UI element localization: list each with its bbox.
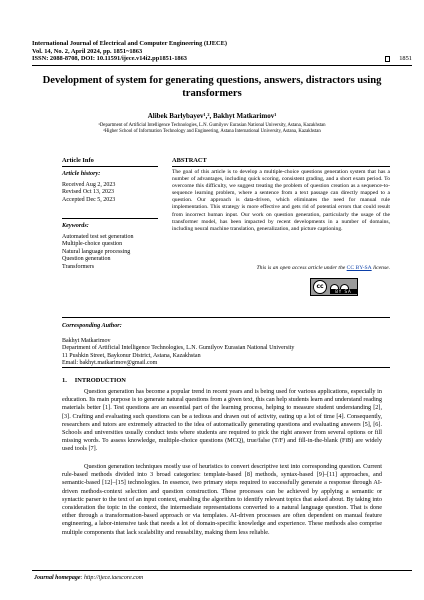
- header-rule: [32, 65, 412, 66]
- keyword-item: Automated test set generation: [62, 233, 134, 240]
- keyword-item: Question generation: [62, 256, 111, 263]
- article-history: [62, 170, 158, 204]
- abstract-text: The goal of this article is to develop a multiple-choice questions generation system that has a number of advantages, including quick scoring, consistent grading, and a short exam period. To overcome this difficulty, we suggest treating the problem of question creation as a sequence-to-sequence learning problem, where a sentence from a text passage can directly mapped to a question. Our approach is data-driven, which eliminates the need for manual rule implementation. This strategy is more effective and gets rid of potential errors that could result from incorrect human input. Our work on question generation, particularly the usage of the transformer model, has been impacted by recent developments in a number of domains, including neural machine translation, generalization, and picture captioning.: [172, 169, 390, 232]
- journal-header: [32, 40, 412, 63]
- keyword-item: Natural language processing: [62, 248, 131, 255]
- open-access-suffix: license.: [371, 265, 390, 271]
- footer-url[interactable]: : http://ijece.iaescore.com: [80, 575, 144, 581]
- keywords: [62, 222, 158, 272]
- page-icon: [385, 56, 390, 62]
- cc-logo-icon: cc: [313, 280, 327, 294]
- introduction-heading: 1. INTRODUCTION: [62, 377, 126, 384]
- history-rule: [62, 218, 158, 219]
- journal-name: International Journal of Electrical and Computer Engineering (IJECE): [32, 40, 227, 47]
- footer-rule: [32, 570, 412, 571]
- intro-paragraph-1: Question generation has become a popular trend in recent years and is being used for various applications, especially in education. Its main purpose is to generate natural questions from a given text, this can help students learn and understand reading materials better [1]. Test questions are an essential part of the learning process, helping to measure student understanding [2], [3]. Crafting and evaluating such questions can be a tedious and drawn out of activity, eating up a lot of time [4]. Consequently, researchers and tutors are extremely attracted to the idea of automatically generating questions and evaluating answers [5], [6]. Schools and universities usually conduct tests where students are required to pick the right answer from several options or fill missing words. To assess knowledge, multiple-choice questions (MCQ), true/false (T/F) and fill-in-the-blank (FiB) are widely used tools [7].: [62, 388, 382, 453]
- corr-name: Bakhyt Matkarimov: [62, 338, 111, 344]
- authors: Alibek Barlybayev¹,², Bakhyt Matkarimov¹: [147, 112, 277, 120]
- corr-address: 11 Pushkin Street, Baykonur District, Astana, Kazakhstan: [62, 352, 201, 359]
- paper-title: Development of system for generating questions, answers, distractors using transformers: [42, 75, 382, 99]
- history-received: Received Aug 2, 2023: [62, 181, 116, 188]
- keyword-item: Transformers: [62, 263, 95, 270]
- history-revised: Revised Oct 13, 2023: [62, 189, 114, 196]
- history-accepted: Accepted Dec 5, 2023: [62, 196, 116, 203]
- abstract-heading: ABSTRACT: [172, 157, 207, 164]
- journal-footer: [34, 575, 143, 581]
- corr-email: Email: bakhyt.matkarimov@gmail.com: [62, 360, 158, 367]
- article-info-rule: [62, 166, 158, 167]
- history-heading: Article history:: [62, 170, 101, 177]
- open-access-prefix: This is an open access article under the: [256, 265, 347, 271]
- keywords-heading: Keywords:: [62, 222, 89, 229]
- cc-badge-text: BY SA: [330, 289, 357, 294]
- article-info-heading: Article Info: [62, 157, 94, 164]
- corresponding-heading: Corresponding Author:: [62, 322, 122, 329]
- open-access-line: [172, 265, 390, 271]
- affiliations: [40, 123, 384, 135]
- corresponding-rule: [62, 367, 390, 368]
- corr-department: Department of Artificial Intelligence Technologies, L.N. Gumilyov Eurasian National University: [62, 345, 295, 352]
- footer-label: Journal homepage: [34, 575, 81, 581]
- intro-paragraph-2: Question generation techniques mostly use of heuristics to convert descriptive text into corresponding question. Current rule-based methods divided into 3 broad categories: template-based [8] methods, syntax-based [9]–[11] approaches, and semantic-based [12]–[15] technologies. In essence, two primary steps required to successfully generate a response through AI-driven methods-context selection and question construction. These processes can be achieved by applying a semantic or syntactic parser to the text of an input context, enabling the algorithm to identify relevant topics that asked about. By taking into consideration the topic in the context, the intermediate representations converted to a natural language question. That is done either through a transformation-based approach or via templates. AI-driven processes are often dependent on manual feature engineering, a labor-intensive task that needs a lot of domain-specific knowledge and experience. These methods also comprise multiple components that lack scalability and reusability, making them less reliable.: [62, 463, 382, 536]
- abstract-bottom-rule: [62, 317, 390, 318]
- journal-volume: Vol. 14, No. 2, April 2024, pp. 1851~1863: [32, 47, 143, 55]
- keyword-item: Multiple-choice question: [62, 241, 123, 248]
- by-sa-icons: [330, 280, 357, 289]
- journal-issn: ISSN: 2088-8708, DOI: 10.11591/ijece.v14i2.pp1851-1863: [32, 55, 187, 63]
- license-link[interactable]: CC BY-SA: [346, 265, 372, 271]
- page-number: 1851: [399, 55, 412, 62]
- abstract-rule: [172, 166, 390, 167]
- affiliation-2: ²Higher School of Information Technology and Engineering, Astana International University, Astana, Kazakhstan: [103, 129, 321, 135]
- corresponding-author: [62, 338, 382, 368]
- cc-license-badge[interactable]: [310, 278, 358, 296]
- affiliation-1: ¹Department of Artificial Intelligence Technologies, L.N. Gumilyov Eurasian National University, Astana, Kazakhstan: [98, 123, 326, 128]
